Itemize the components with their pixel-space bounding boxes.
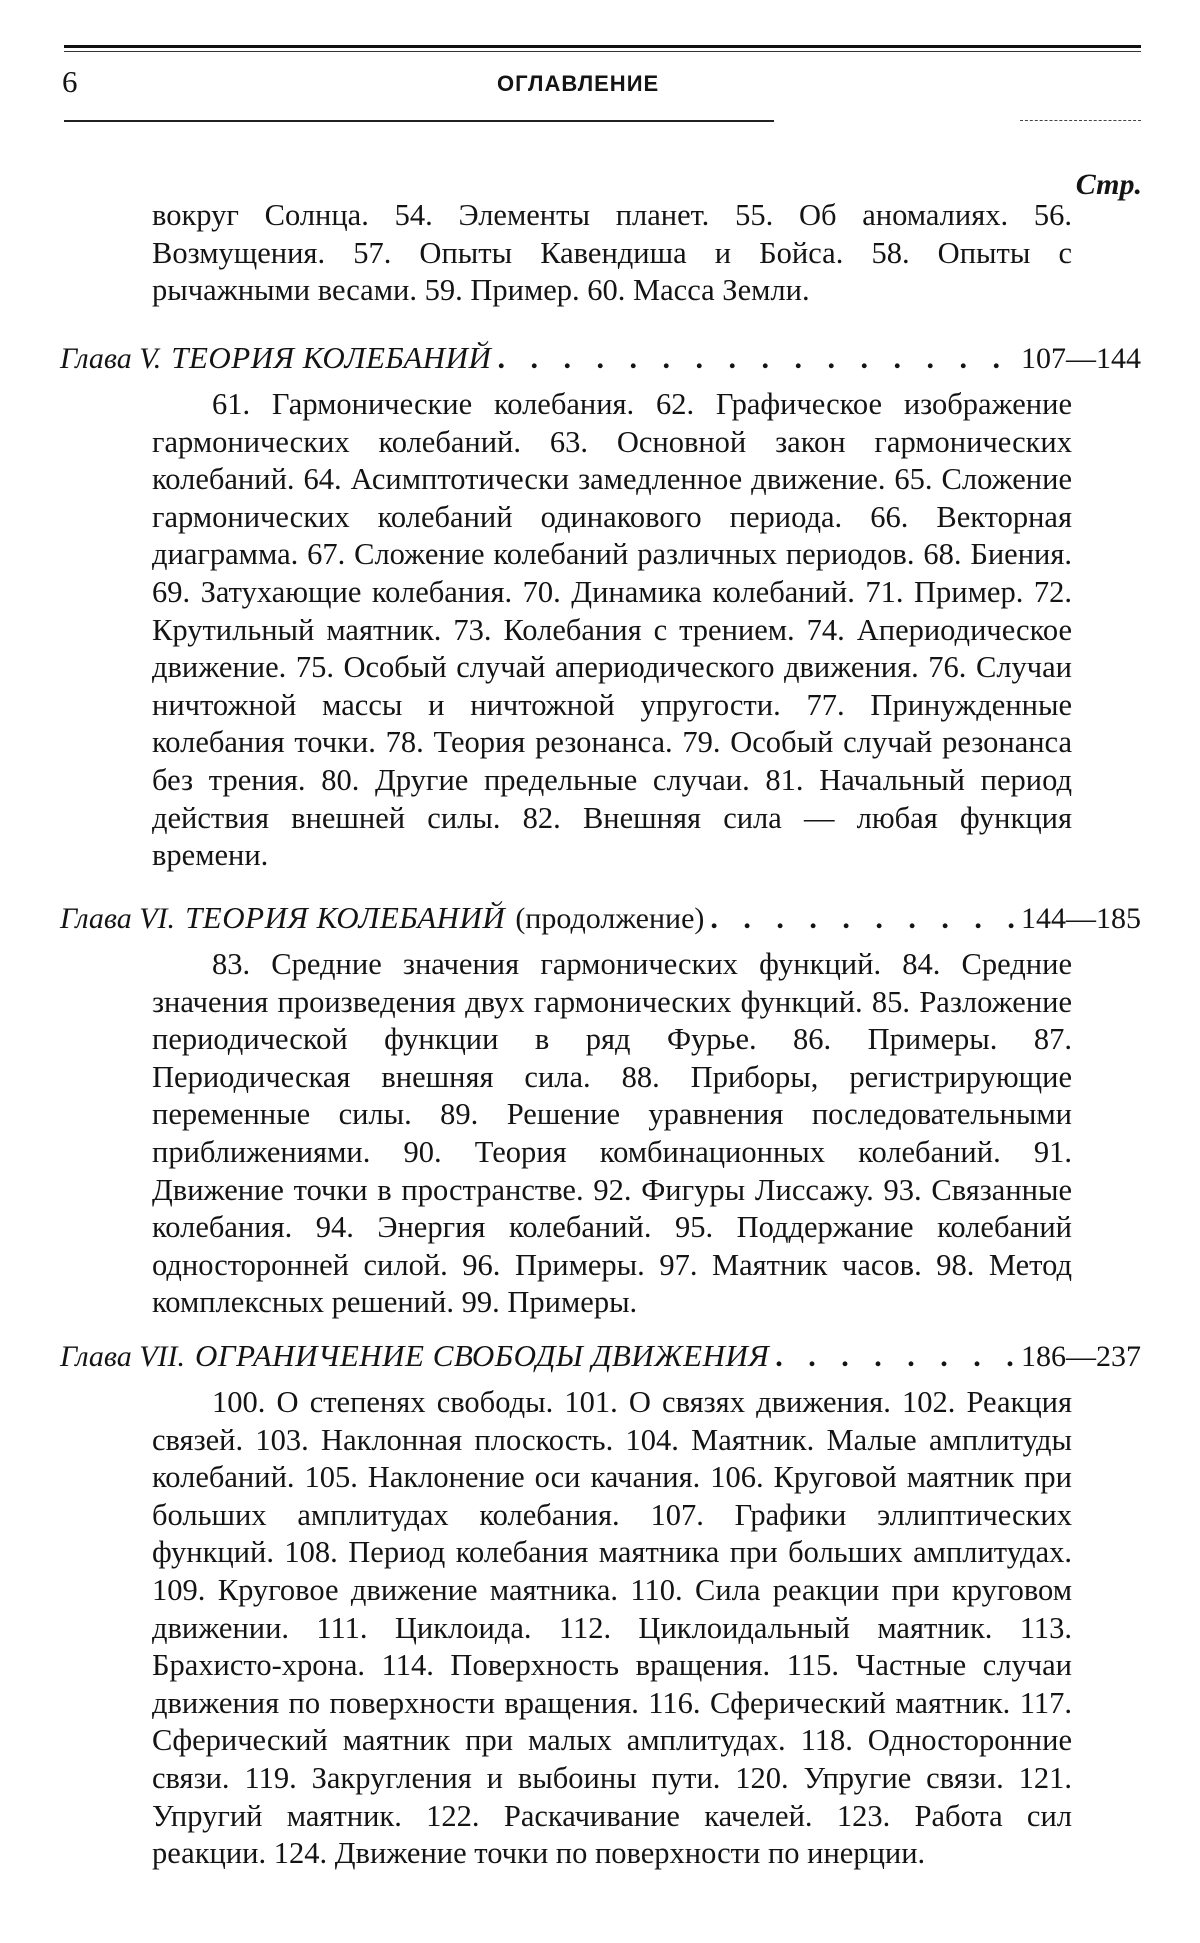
chapter-subtitle: (продолжение) <box>515 902 705 935</box>
chapter-pages: 144—185 <box>1021 902 1141 935</box>
chapter-heading-vii[interactable] <box>60 1338 1141 1378</box>
page-column-label: Стр. <box>1075 168 1142 201</box>
chapter-contents-v: 61. Гармонические колебания. 62. Графическое изображение гармонических колебаний. 63. Основной закон гармонических колебаний. 64. Асимптотически замедленное движение. 65. Сложение гармонических колебаний одинакового периода. 66. Векторная диаграмма. 67. Сложение колебаний различных периодов. 68. Биения. 69. Затухающие колебания. 70. Динамика колебаний. 71. Пример. 72. Крутильный маятник. 73. Колебания с трением. 74. Апериодическое движение. 75. Особый случай апериодического движения. 76. Случаи ничтожной массы и ничтожной упругости. 77. Принужденные колебания точки. 78. Теория резонанса. 79. Особый случай резонанса без трения. 80. Другие предельные случаи. 81. Начальный период действия внешней силы. 82. Внешняя сила — любая функция времени. <box>152 387 1072 873</box>
chapter-heading-v[interactable] <box>60 340 1141 380</box>
header-underline-dashed <box>1020 120 1141 121</box>
chapter-title: ОГРАНИЧЕНИЕ СВОБОДЫ ДВИЖЕНИЯ <box>195 1338 770 1373</box>
dot-leader <box>497 342 1015 376</box>
dot-leader <box>710 902 1015 936</box>
header-rule <box>64 45 1141 48</box>
chapter-label: Глава VI. <box>60 902 176 935</box>
chapter-pages: 107—144 <box>1021 342 1141 375</box>
chapter-contents-vi: 83. Средние значения гармонических функций. 84. Средние значения произведения двух гармонических функций. 85. Разложение периодической функции в ряд Фурье. 86. Примеры. 87. Периодическая внешняя сила. 88. Приборы, регистрирующие переменные силы. 89. Решение уравнения последовательными приближениями. 90. Теория комбинационных колебаний. 91. Движение точки в пространстве. 92. Фигуры Лиссажу. 93. Связанные колебания. 94. Энергия колебаний. 95. Поддержание колебаний односторонней силой. 96. Примеры. 97. Маятник часов. 98. Метод комплексных решений. 99. Примеры. <box>152 947 1072 1320</box>
dot-leader <box>775 1340 1015 1374</box>
chapter-title: ТЕОРИЯ КОЛЕБАНИЙ <box>171 340 492 375</box>
header-rule-thin <box>64 51 1141 52</box>
chapter-title: ТЕОРИЯ КОЛЕБАНИЙ <box>185 900 506 935</box>
chapter-heading-vi[interactable] <box>60 900 1141 940</box>
chapter-pages: 186—237 <box>1021 1340 1141 1373</box>
chapter-contents-vii: 100. О степенях свободы. 101. О связях движения. 102. Реакция связей. 103. Наклонная плоскость. 104. Маятник. Малые амплитуды колебаний. 105. Наклонение оси качания. 106. Круговой маятник при больших амплитудах колебания. 107. Графики эллиптических функций. 108. Период колебания маятника при больших амплитудах. 109. Круговое движение маятника. 110. Сила реакции при круговом движении. 111. Циклоида. 112. Циклоидальный маятник. 113. Брахисто-хрона. 114. Поверхность вращения. 115. Частные случаи движения по поверхности вращения. 116. Сферический маятник. 117. Сферический маятник при малых амплитудах. 118. Односторонние связи. 119. Закругления и выбоины пути. 120. Упругие связи. 121. Упругий маятник. 122. Раскачивание качелей. 123. Работа сил реакции. 124. Движение точки по поверхности по инерции. <box>152 1385 1072 1871</box>
running-title: ОГЛАВЛЕНИЕ <box>497 71 660 96</box>
header-underline <box>64 120 774 122</box>
chapter-label: Глава V. <box>60 342 162 375</box>
chapter-label: Глава VII. <box>60 1340 186 1373</box>
page-number: 6 <box>62 64 78 99</box>
continuation-text: вокруг Солнца. 54. Элементы планет. 55. Об аномалиях. 56. Возмущения. 57. Опыты Кавендиша и Бойса. 58. Опыты с рычажными весами. 59. Пример. 60. Масса Земли. <box>152 198 1072 308</box>
